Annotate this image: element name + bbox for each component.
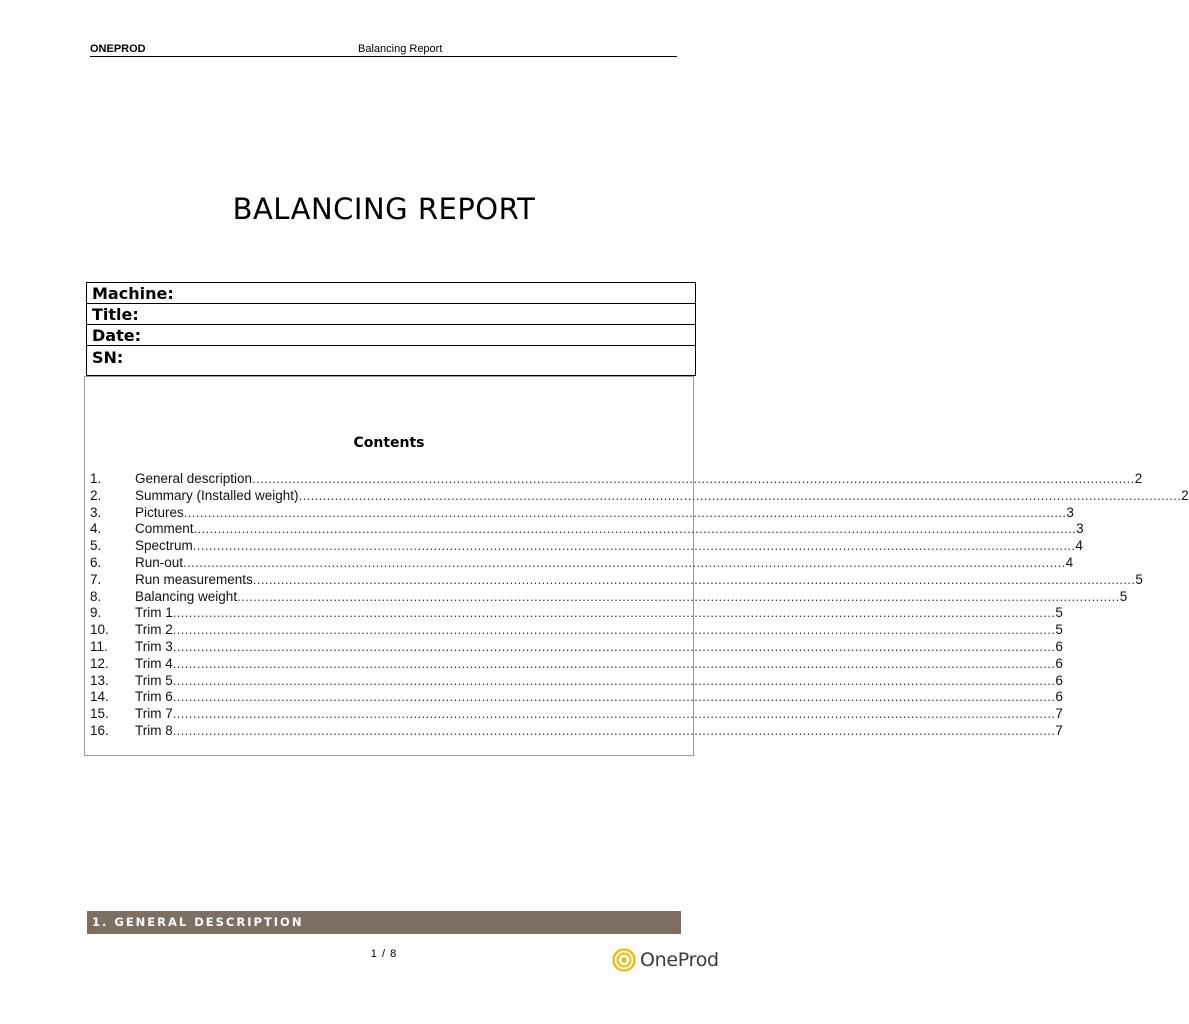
toc-item-number: 9. [90, 605, 102, 621]
toc-dot-leader: ............................................................................................................................................................................................................................ [172, 672, 1056, 688]
toc-item[interactable] [90, 588, 1128, 606]
header-company: ONEPROD [90, 43, 146, 55]
page-header [90, 42, 677, 57]
report-info-table [86, 282, 696, 376]
toc-item[interactable] [90, 638, 1063, 656]
toc-item-label: Trim 1 [135, 605, 173, 621]
toc-dot-leader: ............................................................................................................................................................................................................................ [172, 605, 1056, 621]
toc-item[interactable] [90, 571, 1143, 589]
toc-item-number: 13. [90, 672, 109, 688]
toc-dot-leader: ............................................................................................................................................................................................................................ [252, 471, 1135, 486]
date-field: Date: [87, 325, 695, 346]
toc-dot-leader: ............................................................................................................................................................................................................................ [237, 588, 1120, 604]
toc-item-page: 2 [1181, 487, 1189, 503]
toc-item-number: 7. [90, 571, 102, 587]
machine-field: Machine: [87, 283, 695, 304]
toc-item-page: 3 [1076, 521, 1084, 537]
toc-item-number: 3. [90, 504, 102, 520]
report-title: BALANCING REPORT [232, 192, 536, 226]
toc-item-number: 2. [90, 487, 102, 503]
toc-item-label: Trim 6 [135, 689, 173, 705]
header-document-title: Balancing Report [358, 43, 443, 55]
oneprod-logo [612, 946, 719, 974]
toc-item-page: 4 [1075, 538, 1083, 554]
logo-wordmark: OneProd [640, 949, 719, 971]
toc-item-label: General description [135, 471, 253, 486]
toc-dot-leader: ............................................................................................................................................................................................................................ [172, 722, 1056, 738]
toc-item-page: 6 [1055, 638, 1063, 654]
sn-field: SN: [92, 348, 124, 367]
toc-item-page: 4 [1065, 554, 1074, 570]
toc-dot-leader: ............................................................................................................................................................................................................................ [172, 622, 1056, 638]
section-heading-general-description: 1. GENERAL DESCRIPTION [87, 911, 681, 934]
toc-dot-leader: ............................................................................................................................................................................................................................ [298, 487, 1182, 503]
table-of-contents [84, 376, 1189, 756]
toc-item-label: Balancing weight [135, 588, 238, 604]
toc-item[interactable] [90, 487, 1189, 505]
toc-item-number: 15. [90, 706, 109, 722]
toc-item-page: 6 [1055, 689, 1063, 705]
toc-item-label: Summary (Installed weight) [135, 487, 299, 503]
toc-dot-leader: ............................................................................................................................................................................................................................ [252, 571, 1136, 587]
toc-item[interactable] [90, 504, 1074, 522]
toc-item-page: 6 [1055, 655, 1063, 671]
toc-item-page: 7 [1055, 706, 1063, 722]
toc-item-number: 1. [90, 471, 102, 486]
toc-dot-leader: ............................................................................................................................................................................................................................ [193, 521, 1077, 537]
toc-item[interactable] [90, 722, 1063, 740]
toc-item-label: Trim 4 [135, 655, 173, 671]
toc-item[interactable] [90, 655, 1063, 673]
toc-item-label: Spectrum [135, 538, 193, 554]
toc-item-page: 6 [1055, 672, 1063, 688]
toc-item-number: 4. [90, 521, 102, 537]
toc-item[interactable] [90, 672, 1063, 690]
toc-item-page: 5 [1055, 605, 1063, 621]
toc-item-page: 7 [1055, 722, 1063, 738]
toc-item-label: Run-out [135, 554, 184, 570]
contents-heading: Contents [353, 435, 425, 451]
toc-item-number: 5. [90, 538, 102, 554]
toc-item-label: Trim 3 [135, 638, 173, 654]
toc-item-number: 10. [90, 622, 109, 638]
toc-item-number: 12. [90, 655, 109, 671]
toc-item-label: Trim 7 [135, 706, 173, 722]
toc-item[interactable] [90, 706, 1063, 723]
toc-item-number: 11. [90, 638, 108, 654]
oneprod-logo-icon [612, 948, 636, 972]
toc-dot-leader: ............................................................................................................................................................................................................................ [192, 538, 1076, 554]
toc-item-number: 16. [90, 722, 109, 738]
toc-item-label: Trim 8 [135, 722, 173, 738]
toc-item[interactable] [90, 689, 1063, 706]
toc-item[interactable] [90, 605, 1063, 622]
title-field: Title: [87, 304, 695, 325]
toc-dot-leader: ............................................................................................................................................................................................................................ [172, 655, 1056, 671]
toc-item-page: 5 [1119, 588, 1128, 604]
toc-dot-leader: ............................................................................................................................................................................................................................ [172, 706, 1056, 722]
toc-item-label: Comment [135, 521, 194, 537]
toc-item[interactable] [90, 538, 1083, 555]
toc-item-page: 5 [1135, 571, 1143, 587]
toc-item[interactable] [90, 521, 1084, 538]
toc-list [90, 471, 1189, 740]
toc-item[interactable] [90, 554, 1074, 572]
toc-item-number: 8. [90, 588, 102, 604]
toc-item[interactable] [90, 471, 1143, 488]
toc-item-label: Trim 5 [135, 672, 173, 688]
toc-dot-leader: ............................................................................................................................................................................................................................ [183, 554, 1066, 570]
page-indicator: 1 / 8 [370, 948, 398, 960]
toc-item-label: Pictures [135, 504, 184, 520]
toc-item-label: Run measurements [135, 571, 253, 587]
toc-item-number: 6. [90, 554, 102, 570]
toc-item-page: 3 [1066, 504, 1074, 520]
toc-dot-leader: ............................................................................................................................................................................................................................ [183, 504, 1067, 520]
toc-item-page: 2 [1134, 471, 1143, 486]
toc-dot-leader: ............................................................................................................................................................................................................................ [172, 689, 1056, 705]
toc-item-page: 5 [1055, 622, 1063, 638]
toc-item-label: Trim 2 [135, 622, 173, 638]
toc-item[interactable] [90, 622, 1063, 639]
toc-item-number: 14. [90, 689, 109, 705]
toc-dot-leader: ............................................................................................................................................................................................................................ [172, 638, 1056, 654]
